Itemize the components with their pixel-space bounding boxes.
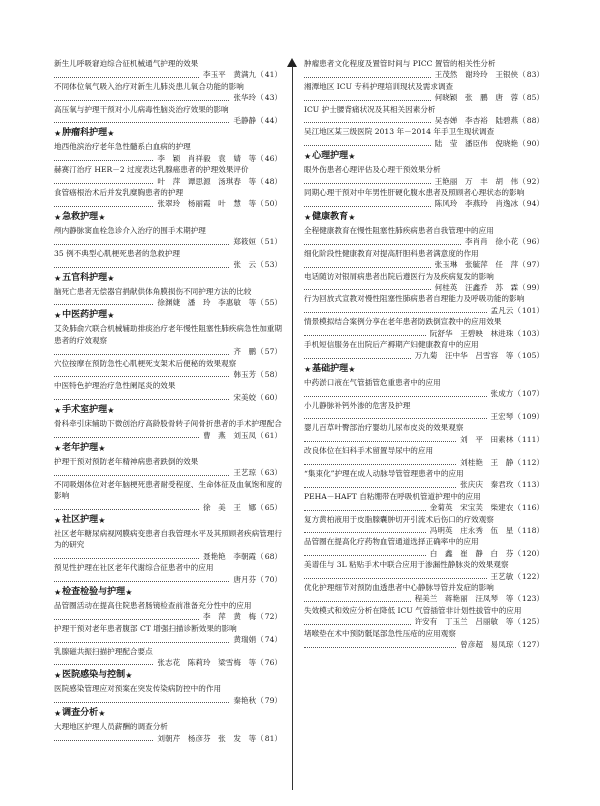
entry-page: 127 xyxy=(521,640,537,650)
entry-page: 74 xyxy=(264,635,275,645)
entry-byline: 聂艳艳 李朝霞 （ 68 ） xyxy=(54,551,282,562)
toc-entry[interactable] xyxy=(54,479,282,513)
entry-byline: 吴杏婵 李杏裕 陆碧燕 （ 88 ） xyxy=(304,115,544,126)
entry-page: 81 xyxy=(264,733,275,743)
entry-page: 105 xyxy=(521,351,537,361)
entry-page: 118 xyxy=(521,526,537,536)
section-label: 心理护理 xyxy=(312,151,349,162)
star-icon: ★ xyxy=(107,311,115,321)
section-heading xyxy=(304,211,544,224)
entry-authors: 郑筱姮 xyxy=(233,237,257,247)
entry-title: 同期心理干预对中年男性肝硬化腹水患者及照顾者心理状态的影响 xyxy=(304,188,525,198)
entry-byline: 张庆庆 秦君玫 （ 113 ） xyxy=(304,479,544,490)
entry-page: 96 xyxy=(526,237,537,247)
entry-page: 125 xyxy=(521,617,537,627)
entry-page: 53 xyxy=(264,260,275,270)
entry-byline: 张玉琳 张毓萍 任 萍 （ 97 ） xyxy=(304,259,544,270)
entry-byline: 秦艳秋 （ 79 ） xyxy=(54,695,282,706)
entry-byline: 白 鑫 崔 静 白 芬 （ 120 ） xyxy=(304,548,544,559)
star-icon: ★ xyxy=(125,588,133,598)
section-label: 医院感染与控制 xyxy=(62,670,126,681)
star-icon: ★ xyxy=(304,364,312,374)
entry-page: 122 xyxy=(521,571,537,581)
entry-authors: 阮舒华 王碧映 林进珠 xyxy=(429,328,514,338)
entry-page: 55 xyxy=(264,297,275,307)
star-icon: ★ xyxy=(125,671,133,681)
entry-title: 预见性护理在社区老年代谢综合征患者中的应用 xyxy=(54,563,214,573)
star-icon: ★ xyxy=(98,709,106,719)
toc-entry[interactable] xyxy=(54,562,282,585)
entry-byline: 金菊英 宋宝芙 柴建农 （ 116 ） xyxy=(304,502,544,513)
star-icon: ★ xyxy=(98,516,106,525)
entry-authors: 张玉琳 张毓萍 任 萍 xyxy=(434,260,519,270)
entry-byline: 叶 萍 谭思源 汤琪春 等 （ 48 ） xyxy=(54,176,282,187)
section-label: 中医药护理 xyxy=(62,310,108,321)
entry-authors: 陆 莹 潘臣伟 倪晓艳 xyxy=(434,138,519,148)
entry-page: 120 xyxy=(521,548,537,558)
toc-entry[interactable] xyxy=(54,164,282,187)
entry-page: 48 xyxy=(264,176,275,186)
entry-byline: 张华玲 （ 43 ） xyxy=(54,92,282,103)
entry-page: 113 xyxy=(521,480,537,490)
toc-entry[interactable] xyxy=(304,58,544,81)
section-label: 老年护理 xyxy=(62,442,99,453)
entry-byline: 李 萍 黄 梅 （ 72 ） xyxy=(54,611,282,622)
entry-title: 护理干预对老年患者腹部 CT 增强扫描诊断效果的影响 xyxy=(54,623,237,633)
entry-authors: 王宏琴 xyxy=(490,411,514,421)
entry-title: 手机短信服务在出院后产褥期产妇健康教育中的应用 xyxy=(304,339,479,349)
entry-byline: 张 云 （ 53 ） xyxy=(54,259,282,270)
entry-byline: 毛静静 （ 44 ） xyxy=(54,115,282,126)
toc-entry[interactable] xyxy=(304,339,544,362)
section-heading xyxy=(54,669,282,682)
entry-authors: 张志花 陈莉玲 梁雪梅 等 xyxy=(157,658,257,668)
entry-title: 穴位按摩在预防急性心肌梗死支架术后便秘的效果观察 xyxy=(54,358,237,368)
entry-authors: 张华玲 xyxy=(233,93,257,103)
entry-title: 中药淤口液在气管插管危重患者中的应用 xyxy=(304,377,441,387)
entry-byline: 曹 燕 刘玉凤 （ 61 ） xyxy=(54,430,282,441)
entry-byline: 王艺敏 （ 122 ） xyxy=(304,571,544,582)
entry-page: 90 xyxy=(526,138,537,148)
entry-byline: 程美兰 蒋艳丽 汪凤琴 等 （ 123 ） xyxy=(304,593,544,604)
section-label: 检查检验与护理 xyxy=(62,587,126,598)
star-icon: ★ xyxy=(304,152,312,162)
entry-page: 43 xyxy=(264,93,275,103)
entry-authors: 王茂然 谢玲玲 王银侠 xyxy=(434,70,519,80)
entry-byline: 曾彦超 易凤琼 （ 127 ） xyxy=(304,639,544,650)
entry-byline: 孟凡云 （ 101 ） xyxy=(304,305,544,316)
entry-title: 细化阶段性健康教育对提高肝胆科患者满意度的作用 xyxy=(304,248,479,258)
section-label: 手术室护理 xyxy=(62,405,108,416)
entry-title: 小儿静脉补钙外渗的危害及护理 xyxy=(304,400,411,410)
toc-entry[interactable] xyxy=(304,271,544,294)
entry-authors: 李肖肖 徐小花 xyxy=(464,237,519,247)
entry-title: 眼外伤患者心理评估及心理干预效果分析 xyxy=(304,165,441,175)
entry-title: 颅内静脉窦血栓急诊介入治疗的围手术期护理 xyxy=(54,225,206,235)
section-heading xyxy=(54,514,282,527)
entry-byline: 阮舒华 王碧映 林进珠 （ 103 ） xyxy=(304,328,544,339)
toc-entry[interactable] xyxy=(54,528,282,562)
entry-byline: 李 颖 肖祥毅 袁 婧 等 （ 46 ） xyxy=(54,153,282,164)
toc-entry[interactable] xyxy=(304,293,544,316)
entry-title: 社区老年糖尿病视网膜病变患者自我管理水平及其照顾者疾病管理行为的研究 xyxy=(54,529,282,550)
toc-entry[interactable] xyxy=(54,187,282,210)
toc-entry[interactable] xyxy=(304,605,544,628)
entry-authors: 刘 平 田素林 xyxy=(460,434,514,444)
entry-authors: 徐 美 王 娜 xyxy=(202,502,257,512)
entry-title: 失效模式和效应分析在降低 ICU 气管插管非计划性拔管中的应用 xyxy=(304,605,522,615)
entry-authors: 唐月芬 xyxy=(233,574,257,584)
toc-entry[interactable] xyxy=(304,81,544,104)
toc-entry[interactable] xyxy=(304,377,544,400)
entry-title: 骨科牵引床辅助下微创治疗高龄股骨转子间骨折患者的手术护理配合 xyxy=(54,419,282,429)
entry-title: “集束化”护理在成人动脉导管管理患者中的应用 xyxy=(304,469,464,478)
star-icon: ★ xyxy=(348,152,356,162)
entry-byline: 冯明英 庄永秀 伍 星 （ 118 ） xyxy=(304,525,544,536)
entry-page: 70 xyxy=(264,574,275,584)
entry-page: 58 xyxy=(264,369,275,379)
entry-byline: 唐月芬 （ 70 ） xyxy=(54,574,282,585)
star-icon: ★ xyxy=(98,212,106,222)
entry-page: 63 xyxy=(264,468,275,478)
entry-authors: 曾彦超 易凤琼 xyxy=(460,640,514,650)
section-heading xyxy=(54,707,282,720)
section-heading xyxy=(54,272,282,285)
entry-title: 行为回放式宣教对慢性阻塞性肺病患者自理能力及呼吸功能的影响 xyxy=(304,294,525,304)
entry-title: 改良体位在妇科手术留置导尿中的应用 xyxy=(304,446,434,456)
entry-page: 97 xyxy=(526,260,537,270)
star-icon: ★ xyxy=(304,212,312,222)
toc-entry[interactable] xyxy=(54,286,282,309)
entry-byline: 张翠玲 杨丽霞 叶 慧 等 （ 50 ） xyxy=(54,198,282,209)
entry-title: 优化护理细节对预防血透患者中心静脉导管并发症的影响 xyxy=(304,583,494,593)
entry-title: 赫赛汀治疗 HER－2 过度表达乳腺癌患者的护理效果评价 xyxy=(54,165,249,175)
entry-page: 88 xyxy=(526,116,537,126)
entry-authors: 曹 燕 刘玉凤 xyxy=(202,430,257,440)
star-icon: ★ xyxy=(107,273,115,283)
entry-page: 103 xyxy=(521,328,537,338)
entry-authors: 刘朝芹 杨彦芬 张 发 等 xyxy=(157,733,257,743)
entry-title: 吴江地区某三级医院 2013 年－2014 年手卫生现状调查 xyxy=(304,127,495,137)
star-icon: ★ xyxy=(54,129,62,139)
entry-byline: 李玉平 黄满九 （ 41 ） xyxy=(54,69,282,80)
entry-authors: 秦艳秋 xyxy=(233,695,257,705)
toc-entry[interactable] xyxy=(54,600,282,623)
toc-entry[interactable] xyxy=(304,468,544,491)
section-label: 调查分析 xyxy=(62,708,99,719)
entry-title: 中医特色护理治疗急性阑尾炎的效果 xyxy=(54,381,176,391)
entry-authors: 金菊英 宋宝芙 柴建农 xyxy=(429,503,514,513)
entry-page: 44 xyxy=(264,116,275,126)
entry-title: 不同体位氧气吸入治疗对新生儿肺炎患儿氧合功能的影响 xyxy=(54,81,244,91)
entry-page: 94 xyxy=(526,199,537,209)
toc-entry[interactable] xyxy=(54,225,282,248)
star-icon: ★ xyxy=(54,516,62,525)
toc-entry[interactable] xyxy=(54,380,282,403)
entry-page: 72 xyxy=(264,612,275,622)
star-icon: ★ xyxy=(348,212,356,222)
section-label: 基础护理 xyxy=(312,363,349,374)
section-label: 健康教育 xyxy=(312,211,349,222)
toc-entry[interactable] xyxy=(54,358,282,381)
entry-page: 76 xyxy=(264,658,275,668)
toc-entry[interactable] xyxy=(304,536,544,559)
entry-title: 高压氧与护理干预对小儿病毒性脑炎治疗效果的影响 xyxy=(54,104,229,114)
entry-authors: 刘桂艳 王 静 xyxy=(460,457,514,467)
section-label: 肿瘤科护理 xyxy=(62,128,108,139)
toc-entry[interactable] xyxy=(54,81,282,104)
entry-authors: 王艺敏 xyxy=(490,571,514,581)
toc-entry[interactable] xyxy=(54,141,282,164)
entry-authors: 毛静静 xyxy=(233,116,257,126)
toc-entry[interactable] xyxy=(304,514,544,537)
entry-authors: 何晓颖 张 鹏 唐 蓉 xyxy=(434,93,519,103)
star-icon: ★ xyxy=(54,212,62,222)
toc-entry[interactable] xyxy=(304,316,544,339)
star-icon: ★ xyxy=(54,443,62,453)
entry-title: 护理干预对预防老年精神病患者跌倒的效果 xyxy=(54,456,199,466)
entry-page: 41 xyxy=(264,70,275,80)
entry-page: 61 xyxy=(264,430,275,440)
toc-entry[interactable] xyxy=(304,422,544,445)
toc-entry[interactable] xyxy=(304,559,544,582)
entry-page: 112 xyxy=(521,457,537,467)
entry-authors: 吴杏婵 李杏裕 陆碧燕 xyxy=(434,116,519,126)
entry-authors: 叶 萍 谭思源 汤琪春 等 xyxy=(157,176,257,186)
entry-authors: 许安有 丁玉兰 吕丽敏 等 xyxy=(414,617,514,627)
star-icon: ★ xyxy=(54,406,62,416)
entry-page: 50 xyxy=(264,199,275,209)
entry-byline: 万九菊 汪中华 吕雪容 等 （ 105 ） xyxy=(304,350,544,361)
toc-entry[interactable] xyxy=(304,445,544,468)
entry-authors: 李 颖 肖祥毅 袁 婧 等 xyxy=(157,153,257,163)
entry-byline: 刘朝芹 杨彦芬 张 发 等 （ 81 ） xyxy=(54,733,282,744)
entry-title: 新生儿呼吸窘迫综合征机械通气护理的效果 xyxy=(54,59,199,68)
entry-title: PEHA－HAFT 自粘绷带在呼吸机管道护理中的应用 xyxy=(304,491,481,501)
section-heading xyxy=(54,442,282,455)
entry-title: 美谱佳与 3L 粘贴手术中联合应用于渗漏性静脉炎的效果观察 xyxy=(304,560,509,570)
entry-authors: 张成方 xyxy=(490,389,514,399)
entry-byline: 王宏琴 （ 109 ） xyxy=(304,411,544,422)
section-label: 社区护理 xyxy=(62,515,99,525)
entry-title: 脑死亡患者无偿器官捐献供体角膜损伤不同护理方法的比较 xyxy=(54,286,252,296)
entry-page: 123 xyxy=(521,594,537,604)
entry-byline: 宋美姣 （ 60 ） xyxy=(54,392,282,403)
toc-left-column xyxy=(54,58,282,744)
entry-authors: 白 鑫 崔 静 白 芬 xyxy=(429,548,514,558)
entry-title: 35 例不典型心肌梗死患者的急救护理 xyxy=(54,248,180,258)
entry-title: 情景模拟结合案例分享在老年患者防跌倒宣教中的应用效果 xyxy=(304,317,502,327)
star-icon: ★ xyxy=(54,273,62,283)
column-divider xyxy=(292,66,293,790)
entry-page: 92 xyxy=(526,176,537,186)
star-icon: ★ xyxy=(54,588,62,598)
entry-page: 83 xyxy=(526,70,537,80)
section-heading xyxy=(304,150,544,163)
entry-title: 全程健康教育在慢性阻塞性肺疾病患者自我管理中的应用 xyxy=(304,225,494,235)
section-heading xyxy=(54,309,282,322)
toc-entry[interactable] xyxy=(304,491,544,514)
star-icon: ★ xyxy=(98,443,106,453)
star-icon: ★ xyxy=(107,406,115,416)
entry-authors: 冯明英 庄永秀 伍 星 xyxy=(429,526,514,536)
entry-byline: 李肖肖 徐小花 （ 96 ） xyxy=(304,236,544,247)
entry-title: 不同吸烟体位对老年脑梗死患者耐受程度、生命体征及血氧饱和度的影响 xyxy=(54,479,282,501)
entry-title: 复方黄柏液用于皮脂腺囊肿切开引流术后伤口的疗效观察 xyxy=(304,514,494,524)
entry-title: 乳腺磁共振扫描护理配合要点 xyxy=(54,646,153,656)
entry-page: 101 xyxy=(521,305,537,315)
entry-byline: 王艺琼 （ 63 ） xyxy=(54,467,282,478)
toc-entry[interactable] xyxy=(304,628,544,651)
entry-byline: 黄瑞娟 （ 74 ） xyxy=(54,634,282,645)
entry-authors: 李 萍 黄 梅 xyxy=(202,612,257,622)
entry-byline: 许安有 丁玉兰 吕丽敏 等 （ 125 ） xyxy=(304,616,544,627)
section-heading xyxy=(54,211,282,224)
toc-entry[interactable] xyxy=(54,104,282,127)
section-heading xyxy=(54,127,282,140)
entry-title: 地西他滨治疗老年急性髓系白血病的护理 xyxy=(54,142,191,152)
entry-authors: 李玉平 黄满九 xyxy=(202,70,257,80)
entry-byline: 何晓颖 张 鹏 唐 蓉 （ 85 ） xyxy=(304,92,544,103)
toc-entry[interactable] xyxy=(54,683,282,706)
entry-title: 食管癌根治术后并发乳糜胸患者的护理 xyxy=(54,188,184,198)
entry-authors: 张翠玲 杨丽霞 叶 慧 等 xyxy=(157,199,257,209)
entry-byline: 何桂英 汪鑫乔 苏 霖 （ 99 ） xyxy=(304,282,544,293)
entry-page: 51 xyxy=(264,237,275,247)
entry-page: 60 xyxy=(264,392,275,402)
entry-byline: 陆 莹 潘臣伟 倪晓艳 （ 90 ） xyxy=(304,138,544,149)
entry-title: 婴儿百草叶臀部治疗婴幼儿尿布皮炎的效果观察 xyxy=(304,423,464,433)
toc-entry[interactable] xyxy=(304,248,544,271)
section-label: 五官科护理 xyxy=(62,272,108,283)
entry-title: 医院感染管理应对预案在突发传染病防控中的作用 xyxy=(54,684,222,694)
entry-authors: 宋美姣 xyxy=(233,392,257,402)
section-heading xyxy=(54,586,282,599)
toc-entry[interactable] xyxy=(304,164,544,187)
toc-entry[interactable] xyxy=(304,187,544,210)
entry-byline: 王艳丽 万 丰 胡 伟 （ 92 ） xyxy=(304,176,544,187)
entry-byline: 徐渊婕 潘 玲 李惠敏 等 （ 55 ） xyxy=(54,297,282,308)
entry-page: 109 xyxy=(521,411,537,421)
entry-title: 肿瘤患者文化程度及置管时间与 PICC 置管的相关性分析 xyxy=(304,59,496,68)
entry-page: 85 xyxy=(526,93,537,103)
star-icon: ★ xyxy=(54,709,62,719)
entry-byline: 陈风玲 李燕玲 肖逸冰 （ 94 ） xyxy=(304,198,544,209)
entry-authors: 韩玉芳 xyxy=(233,369,257,379)
toc-entry[interactable] xyxy=(304,126,544,149)
entry-byline: 张成方 （ 107 ） xyxy=(304,388,544,399)
entry-authors: 陈风玲 李燕玲 肖逸冰 xyxy=(434,199,519,209)
section-label: 急救护理 xyxy=(62,211,99,222)
entry-authors: 齐 鹏 xyxy=(233,347,257,357)
entry-authors: 徐渊婕 潘 玲 李惠敏 等 xyxy=(157,297,257,307)
entry-byline: 韩玉芳 （ 58 ） xyxy=(54,369,282,380)
entry-title: 电话随访对银屑病患者出院后遵医行为及疾病复发的影响 xyxy=(304,271,494,281)
entry-authors: 程美兰 蒋艳丽 汪凤琴 等 xyxy=(414,594,514,604)
entry-byline: 郑筱姮 （ 51 ） xyxy=(54,236,282,247)
entry-page: 46 xyxy=(264,153,275,163)
toc-entry[interactable] xyxy=(54,456,282,479)
entry-page: 116 xyxy=(521,503,537,513)
section-heading xyxy=(304,363,544,376)
toc-entry[interactable] xyxy=(304,582,544,605)
entry-byline: 王茂然 谢玲玲 王银侠 （ 83 ） xyxy=(304,69,544,80)
entry-title: 艾灸肺俞穴联合机械辅助排痰治疗老年慢性阻塞性肺疾病急性加重期患者的疗效观察 xyxy=(54,324,282,345)
entry-byline: 齐 鹏 （ 57 ） xyxy=(54,346,282,357)
entry-byline: 徐 美 王 娜 （ 65 ） xyxy=(54,502,282,513)
entry-page: 57 xyxy=(264,347,275,357)
entry-authors: 张 云 xyxy=(233,260,257,270)
entry-title: 大理地区护理人员薪酬的调查分析 xyxy=(54,722,168,732)
star-icon: ★ xyxy=(54,311,62,321)
entry-byline: 刘桂艳 王 静 （ 112 ） xyxy=(304,457,544,468)
entry-page: 99 xyxy=(526,282,537,292)
toc-entry[interactable] xyxy=(54,623,282,646)
entry-page: 65 xyxy=(264,502,275,512)
entry-authors: 王艺琼 xyxy=(233,468,257,478)
entry-page: 68 xyxy=(264,551,275,561)
entry-title: 堵喉垫在术中预防骶尾部急性压疮的应用观察 xyxy=(304,628,456,638)
entry-title: 品管圈活动在提高住院患者肠镜检查前准备充分性中的应用 xyxy=(54,601,252,611)
entry-authors: 张庆庆 秦君玫 xyxy=(460,480,514,490)
entry-title: 品管圈在提高化疗药物血管通道选择正确率中的应用 xyxy=(304,537,479,547)
toc-entry[interactable] xyxy=(54,323,282,357)
section-heading xyxy=(54,404,282,417)
entry-page: 107 xyxy=(521,389,537,399)
entry-authors: 王艳丽 万 丰 胡 伟 xyxy=(434,176,519,186)
toc-entry[interactable] xyxy=(304,104,544,127)
entry-authors: 何桂英 汪鑫乔 苏 霖 xyxy=(434,282,519,292)
entry-byline: 刘 平 田素林 （ 111 ） xyxy=(304,434,544,445)
entry-authors: 聂艳艳 李朝霞 xyxy=(202,551,257,561)
entry-authors: 万九菊 汪中华 吕雪容 等 xyxy=(414,351,514,361)
toc-entry[interactable] xyxy=(304,225,544,248)
entry-title: 湘潭地区 ICU 专科护理培训现状及需求调查 xyxy=(304,81,454,91)
entry-title: ICU 护士腰背痛状况及其相关因素分析 xyxy=(304,104,436,114)
entry-page: 79 xyxy=(264,695,275,705)
toc-entry[interactable] xyxy=(54,721,282,744)
toc-entry[interactable] xyxy=(54,418,282,441)
toc-entry[interactable] xyxy=(304,400,544,423)
star-icon: ★ xyxy=(348,364,356,374)
star-icon: ★ xyxy=(54,671,62,681)
toc-entry[interactable] xyxy=(54,58,282,81)
entry-authors: 黄瑞娟 xyxy=(233,635,257,645)
toc-entry[interactable] xyxy=(54,646,282,669)
toc-right-column xyxy=(304,58,544,651)
entry-byline: 张志花 陈莉玲 梁雪梅 等 （ 76 ） xyxy=(54,657,282,668)
entry-authors: 孟凡云 xyxy=(490,305,514,315)
star-icon: ★ xyxy=(107,129,115,139)
toc-entry[interactable] xyxy=(54,248,282,271)
entry-page: 111 xyxy=(521,434,537,444)
